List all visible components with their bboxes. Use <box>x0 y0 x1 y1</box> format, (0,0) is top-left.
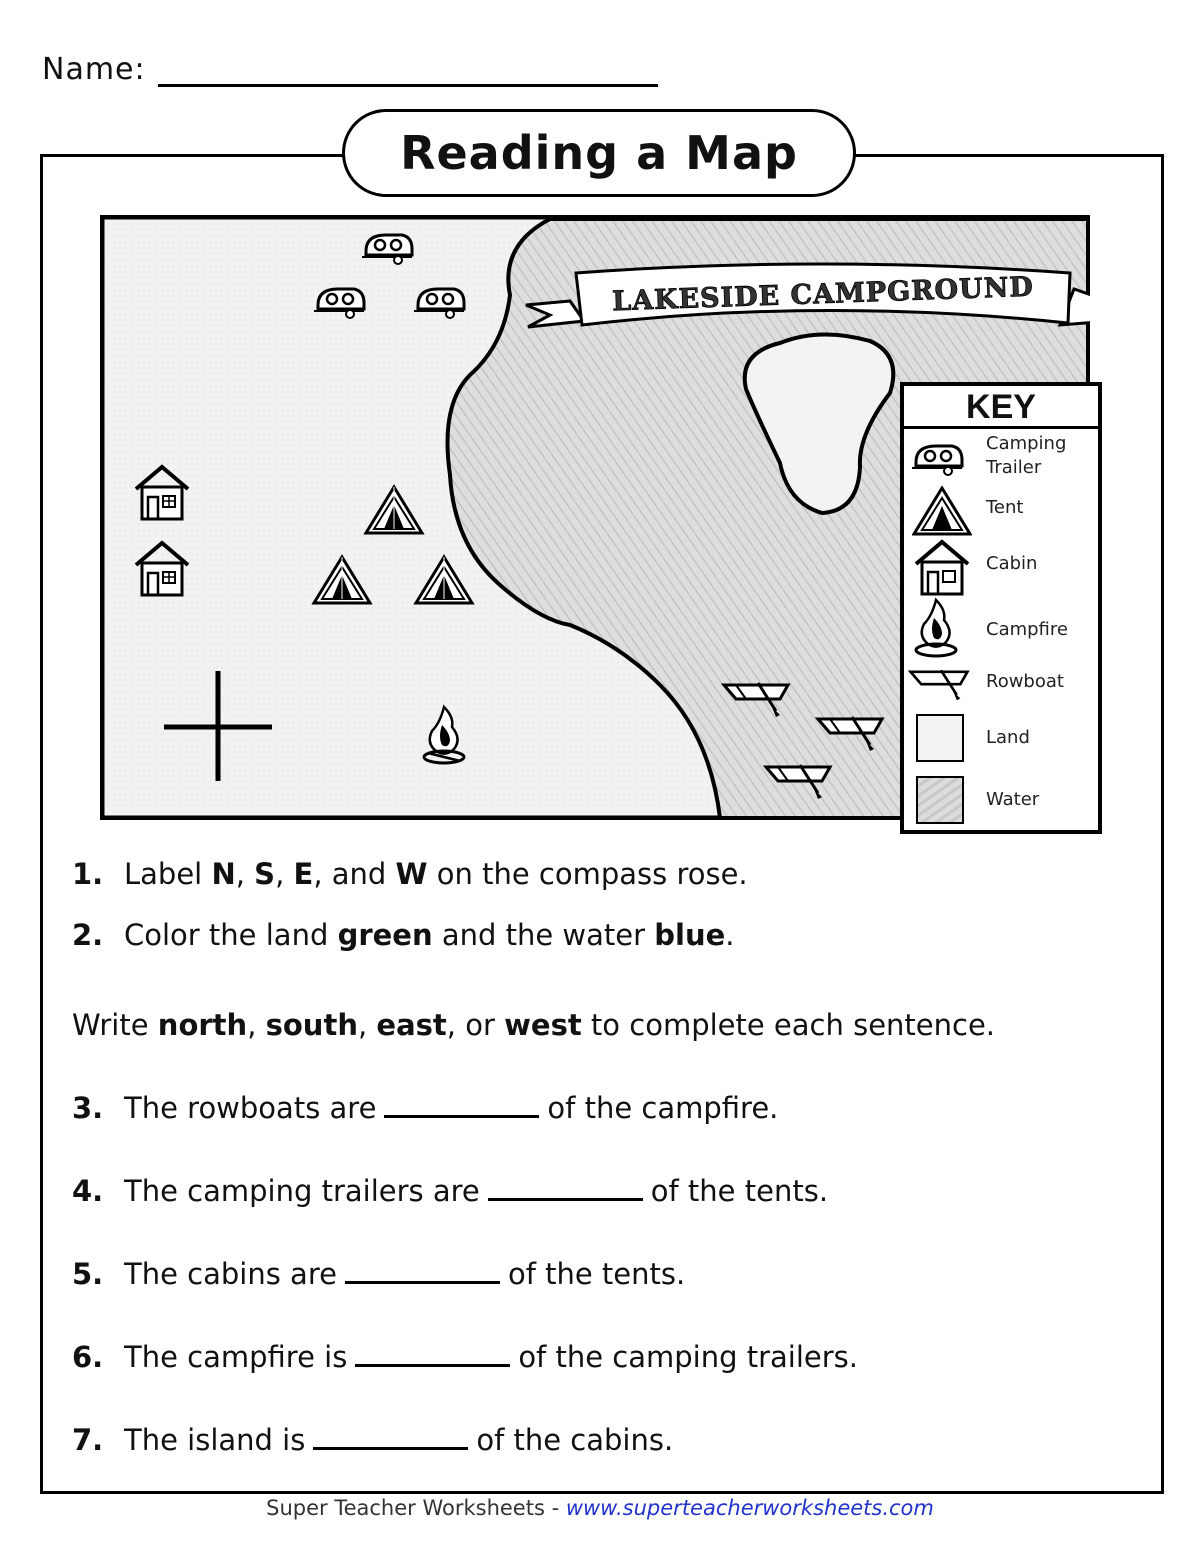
question-7: 7. The island is of the cabins. <box>72 1423 674 1457</box>
answer-blank[interactable] <box>488 1174 643 1201</box>
key-label: Camping Trailer <box>986 433 1067 478</box>
key-label: Water <box>986 789 1040 810</box>
footer <box>0 1496 1200 1520</box>
key-item-rowboat <box>904 668 1098 706</box>
key-label: Land <box>986 727 1030 748</box>
name-input-line[interactable] <box>158 84 658 87</box>
key-item-tent <box>904 486 1098 536</box>
key-label: Rowboat <box>986 671 1064 692</box>
map-key <box>900 382 1102 834</box>
key-label: Cabin <box>986 553 1038 574</box>
answer-blank[interactable] <box>384 1091 539 1118</box>
water-swatch-icon <box>916 776 964 824</box>
question-3: 3. The rowboats are of the campfire. <box>72 1091 779 1125</box>
name-label: Name: <box>42 52 146 87</box>
key-label: Tent <box>986 497 1024 518</box>
banner-title: LAKESIDE CAMPGROUND <box>611 271 1035 318</box>
answer-blank[interactable] <box>355 1340 510 1367</box>
tent-icon <box>912 486 972 536</box>
land-swatch-icon <box>916 714 964 762</box>
campfire-icon <box>912 596 960 658</box>
footer-text: Super Teacher Worksheets - <box>266 1496 566 1520</box>
key-item-water <box>904 776 1098 828</box>
cabin-icon <box>912 538 972 596</box>
page-title: Reading a Map <box>342 109 856 197</box>
question-2: 2. Color the land green and the water blue. <box>72 918 735 952</box>
rowboat-icon <box>908 670 970 702</box>
question-5: 5. The cabins are of the tents. <box>72 1257 686 1291</box>
question-4: 4. The camping trailers are of the tents. <box>72 1174 829 1208</box>
question-6: 6. The campfire is of the camping trailers. <box>72 1340 859 1374</box>
answer-blank[interactable] <box>345 1257 500 1284</box>
key-item-land <box>904 714 1098 766</box>
camping-trailer-icon <box>912 440 970 478</box>
answer-blank[interactable] <box>313 1423 468 1450</box>
key-item-camping-trailer <box>904 432 1098 482</box>
instruction: Write north, south, east, or west to complete each sentence. <box>72 1008 996 1042</box>
footer-link[interactable]: www.superteacherworksheets.com <box>565 1496 934 1520</box>
key-item-campfire <box>904 596 1098 658</box>
question-1: 1. Label N, S, E, and W on the compass rose. <box>72 857 748 891</box>
key-label: Campfire <box>986 619 1068 640</box>
key-item-cabin <box>904 538 1098 594</box>
key-title: KEY <box>904 386 1098 429</box>
